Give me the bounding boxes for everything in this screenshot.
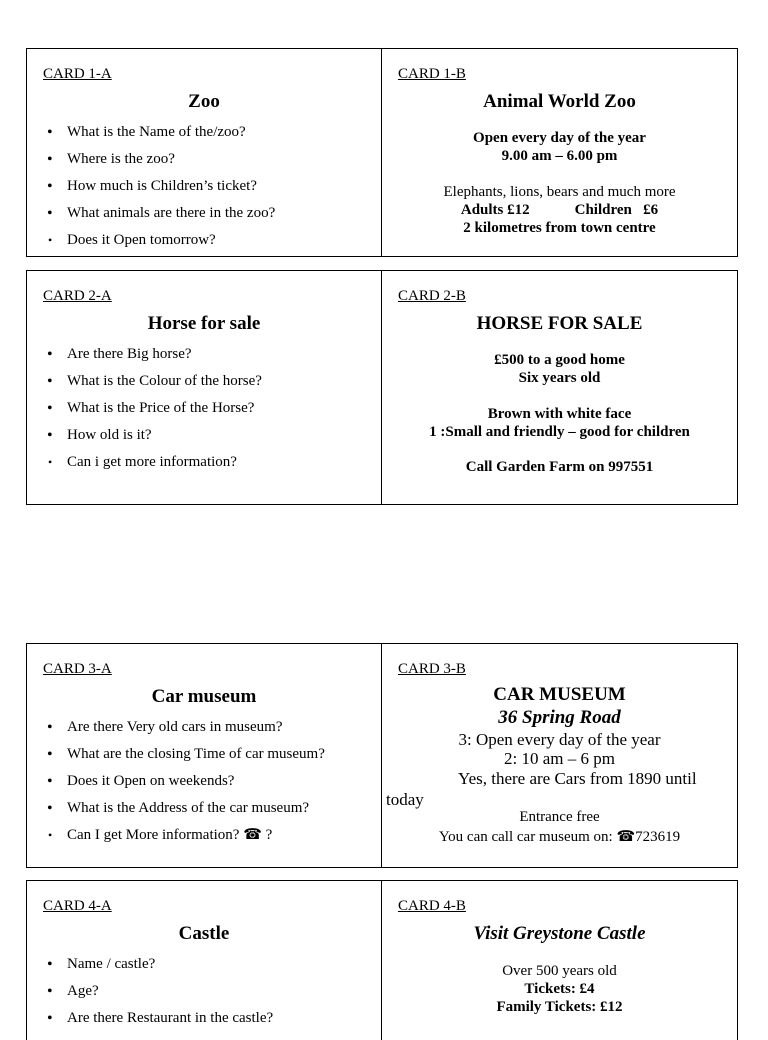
question-list [27,714,381,849]
info-line: 9.00 am – 6.00 pm [501,148,618,164]
card-label: CARD 3-A [43,661,112,677]
question-item: • How old is it? [27,422,381,449]
info-line: £500 to a good home [494,352,625,368]
card-title: CAR MUSEUM [493,684,626,705]
card-title: Animal World Zoo [483,91,636,112]
question-item: • Name / castle? [27,951,381,978]
question-item: • What are the closing Time of car museum? [27,741,381,768]
card-1a [27,49,382,256]
info-line: 3: Open every day of the year [458,730,661,749]
info-line: Elephants, lions, bears and much more [443,184,676,200]
card-label: CARD 3-B [398,661,466,677]
card-label: CARD 1-A [43,66,112,82]
card-1b [382,49,737,256]
info-line: Open every day of the year [473,130,646,146]
card-row-4 [26,880,738,1040]
card-label: CARD 2-A [43,288,112,304]
question-item: • What animals are there in the zoo? [27,200,381,227]
info-line: 2 kilometres from town centre [463,220,656,236]
card-2a [27,271,382,504]
card-row-1 [26,48,738,257]
card-2b [382,271,737,504]
info-line: 1 :Small and friendly – good for children [429,424,690,440]
question-list [27,951,381,1032]
question-item: • How much is Children’s ticket? [27,173,381,200]
question-list [27,341,381,476]
info-line: Entrance free [519,809,600,825]
info-line: Call Garden Farm on 997551 [465,459,654,475]
question-item: • Are there Restaurant in the castle? [27,1005,381,1032]
info-line: Six years old [518,370,601,386]
card-3b [382,644,737,867]
info-line: You can call car museum on: ☎723619 [438,829,681,845]
question-item: • Can I get More information? ☎ ? [27,822,381,849]
card-row-3 [26,643,738,868]
question-item: • What is the Price of the Horse? [27,395,381,422]
card-row-2 [26,270,738,505]
question-item: • What is the Address of the car museum? [27,795,381,822]
question-item: • What is the Colour of the horse? [27,368,381,395]
question-item: • Does it Open on weekends? [27,768,381,795]
question-item: • Can i get more information? [27,449,381,476]
question-list [27,119,381,254]
info-line: Yes, there are Cars from 1890 until [458,769,697,788]
card-4b [382,881,737,1040]
question-item: • What is the Name of the/zoo? [27,119,381,146]
question-item: • Are there Very old cars in museum? [27,714,381,741]
question-item: • Does it Open tomorrow? [27,227,381,254]
card-3a [27,644,382,867]
info-line: Family Tickets: £12 [496,999,623,1015]
info-line: Tickets: £4 [524,981,595,997]
info-line: Over 500 years old [502,963,617,979]
card-4a [27,881,382,1040]
card-title: Car museum [151,686,257,707]
question-item: • Are there Big horse? [27,341,381,368]
info-line: 2: 10 am – 6 pm [504,749,615,768]
info-line: today [386,790,424,809]
card-label: CARD 4-A [43,898,112,914]
card-title: Horse for sale [147,313,261,334]
card-label: CARD 2-B [398,288,466,304]
card-title: Zoo [188,91,220,112]
card-label: CARD 4-B [398,898,466,914]
question-item: • Age? [27,978,381,1005]
info-line: Adults £12 Children £6 [460,202,659,218]
info-line: 36 Spring Road [498,707,621,728]
card-title: Visit Greystone Castle [473,923,646,944]
question-item: • Where is the zoo? [27,146,381,173]
card-title: HORSE FOR SALE [476,313,643,334]
card-title: Castle [178,923,230,944]
card-label: CARD 1-B [398,66,466,82]
info-line: Brown with white face [487,406,632,422]
